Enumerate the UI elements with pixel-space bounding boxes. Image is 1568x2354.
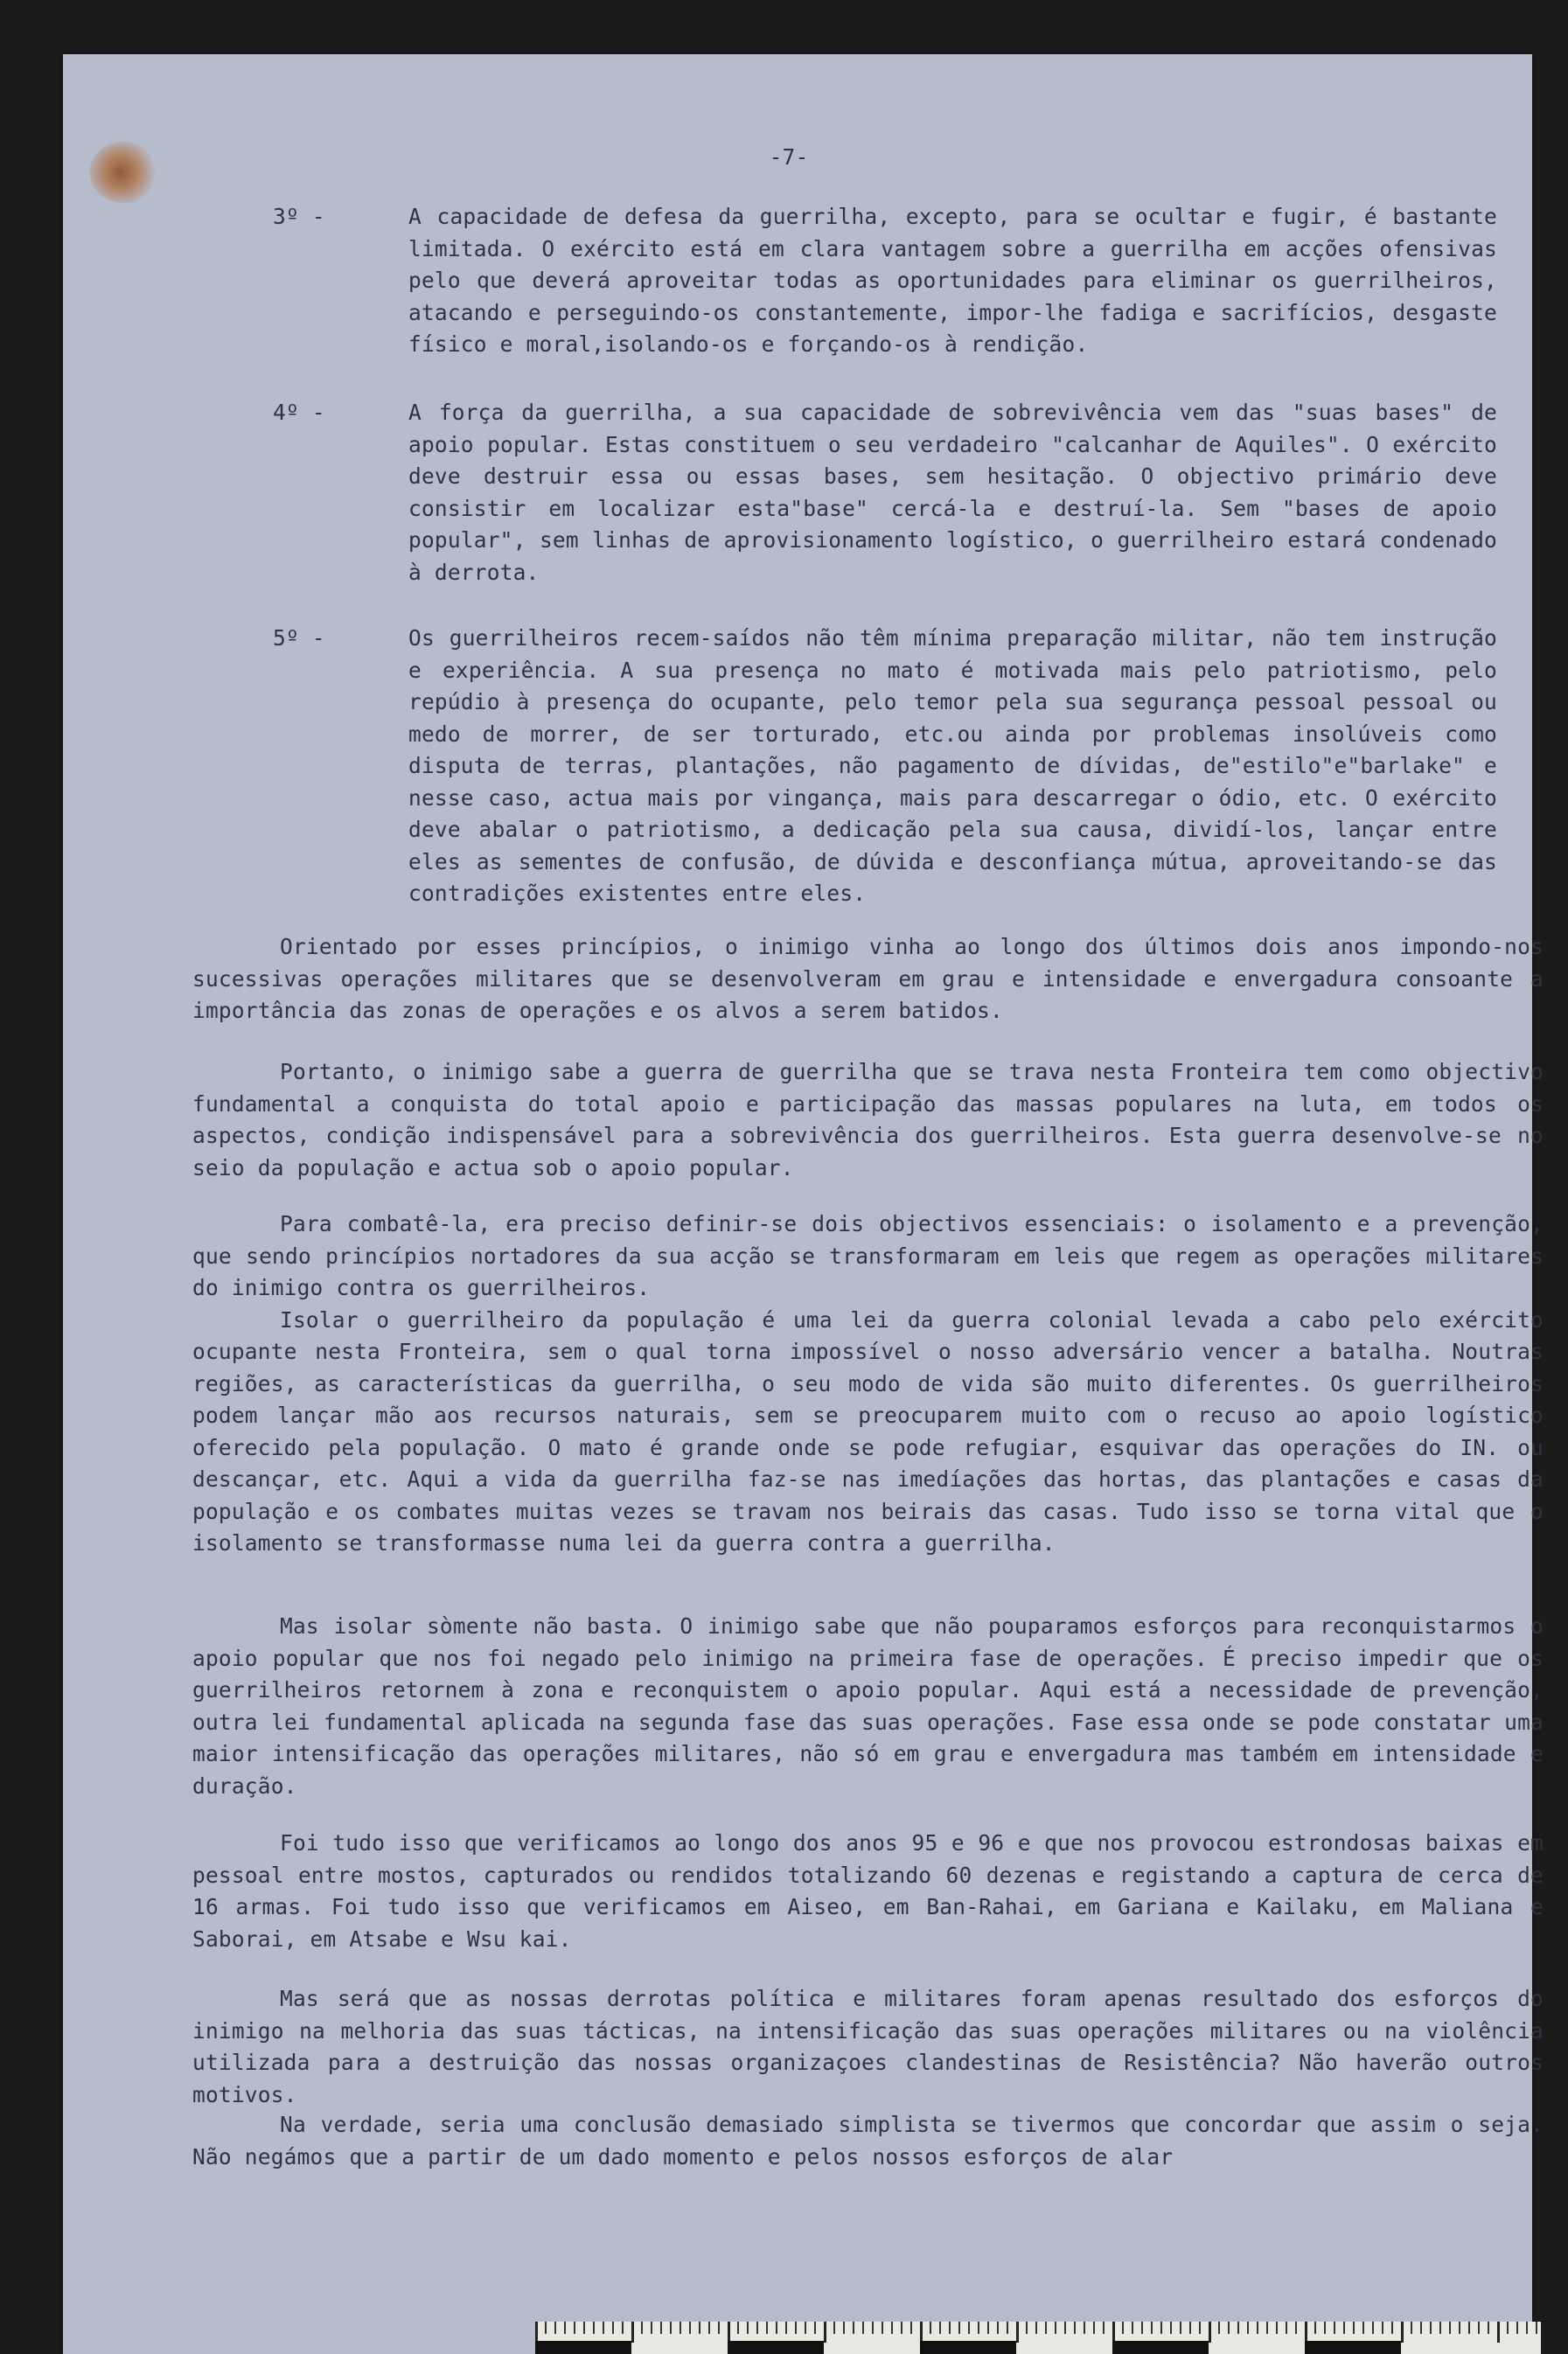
list-item [273,201,1497,361]
item-text: A força da guerrilha, a sua capacidade de sobrevivência vem das "suas bases" de apoio popular. Estas constituem o seu verdadeiro "calcanhar de Aquiles". O exército deve destruir essa ou essas bases, sem hesitação. O objectivo primário deve consistir em localizar esta"base" cercá-la e destruí-la. Sem "bases de apoio popular", sem linhas de aprovisionamento logístico, o guerrilheiro estará condenado à derrota. [408,400,1497,585]
page-number: -7- [769,144,809,170]
scale-ruler [535,2322,1541,2354]
item-text: Os guerrilheiros recem-saídos não têm mínima preparação militar, não tem instrução e experiência. A sua presença no mato é motivada mais pelo patriotismo, pelo repúdio à presença do ocupante, pelo temor pela sua segurança pessoal pessoal ou medo de morrer, de ser torturado, etc.ou ainda por problemas insolúveis como disputa de terras, plantações, não pagamento de dívidas, de"estilo"e"barlake" e nesse caso, actua mais por vingança, mais para descarregar o ódio, etc. O exército deve abalar o patriotismo, a dedicação pela sua causa, dividí-los, lançar entre eles as sementes de confusão, de dúvida e desconfiança mútua, aproveitando-se das contradições existentes entre eles. [408,625,1497,906]
item-number: 3º - [273,204,325,229]
paragraph: Portanto, o inimigo sabe a guerra de guerrilha que se trava nesta Fronteira tem como objectivo fundamental a conquista do total apoio e participação das massas populares na luta, em todos os aspectos, condição indispensável para a sobrevivência dos guerrilheiros. Esta guerra desenvolve-se no seio da população e actua sob o apoio popular. [192,1059,1544,1180]
item-number: 4º - [273,400,325,425]
paragraph: Orientado por esses princípios, o inimigo vinha ao longo dos últimos dois anos impondo-nos sucessivas operações militares que se desenvolveram em grau e intensidade e envergadura consoante a importância das zonas de operações e os alvos a serem batidos. [192,934,1544,1023]
document-page [63,54,1544,2354]
item-number: 5º - [273,625,325,651]
list-item [273,397,1497,588]
paragraph: Na verdade, seria uma conclusão demasiado simplista se tivermos que concordar que assim o seja. Não negámos que a partir de um dado momento e pelos nossos esforços de alar [192,2112,1544,2169]
rust-stain [89,142,159,203]
paragraph: Para combatê-la, era preciso definir-se dois objectivos essenciais: o isolamento e a prevenção, que sendo princípios nortadores da sua acção se transformaram em leis que regem as operações militares do inimigo contra os guerrilheiros. Isolar o guerrilheiro da população é uma lei da guerra colonial levada a cabo pelo exército ocupante nesta Fronteira, sem o qual torna impossível o nosso adversário vencer a batalha. Noutras regiões, as características da guerrilha, o seu modo de vida são muito diferentes. Os guerrilheiros podem lançar mão aos recursos naturais, sem se preocuparem muito com o recuso ao apoio logístico oferecido pela população. O mato é grande onde se pode refugiar, esquivar das operações do IN. ou descançar, etc. Aqui a vida da guerrilha faz-se nas imedíações das hortas, das plantações e casas da população e os combates muitas vezes se travam nos beirais das casas. Tudo isso se torna vital que o isolamento se transformasse numa lei da guerra contra a guerrilha. [192,1211,1544,1556]
item-text: A capacidade de defesa da guerrilha, excepto, para se ocultar e fugir, é bastante limitada. O exército está em clara vantagem sobre a guerrilha em acções ofensivas pelo que deverá aproveitar todas as oportunidades para eliminar os guerrilheiros, atacando e perseguindo-os constantemente, impor-lhe fadiga e sacrifícios, desgaste físico e moral,isolando-os e forçando-os à rendição. [408,204,1497,357]
paragraph: Mas será que as nossas derrotas política e militares foram apenas resultado dos esforços do inimigo na melhoria das suas tácticas, na intensificação das suas operações militares ou na violência utilizada para a destruição das nossas organizaçoes clandestinas de Resistência? Não haverão outros motivos. [192,1986,1544,2107]
paragraph: Mas isolar sòmente não basta. O inimigo sabe que não pouparamos esforços para reconquistarmos o apoio popular que nos foi negado pelo inimigo na primeira fase de operações. É preciso impedir que os guerrilheiros retornem à zona e reconquistem o apoio popular. Aqui está a necessidade de prevenção, outra lei fundamental aplicada na segunda fase das suas operações. Fase essa onde se pode constatar uma maior intensificação das operações militares, não só em grau e envergadura mas também em intensidade e duração. [192,1613,1544,1799]
paragraph: Foi tudo isso que verificamos ao longo dos anos 95 e 96 e que nos provocou estrondosas baixas em pessoal entre mostos, capturados ou rendidos totalizando 60 dezenas e registando a captura de cerca de 16 armas. Foi tudo isso que verificamos em Aiseo, em Ban-Rahai, em Gariana e Kailaku, em Maliana e Saborai, em Atsabe e Wsu kai. [192,1830,1544,1952]
list-item [273,623,1497,910]
